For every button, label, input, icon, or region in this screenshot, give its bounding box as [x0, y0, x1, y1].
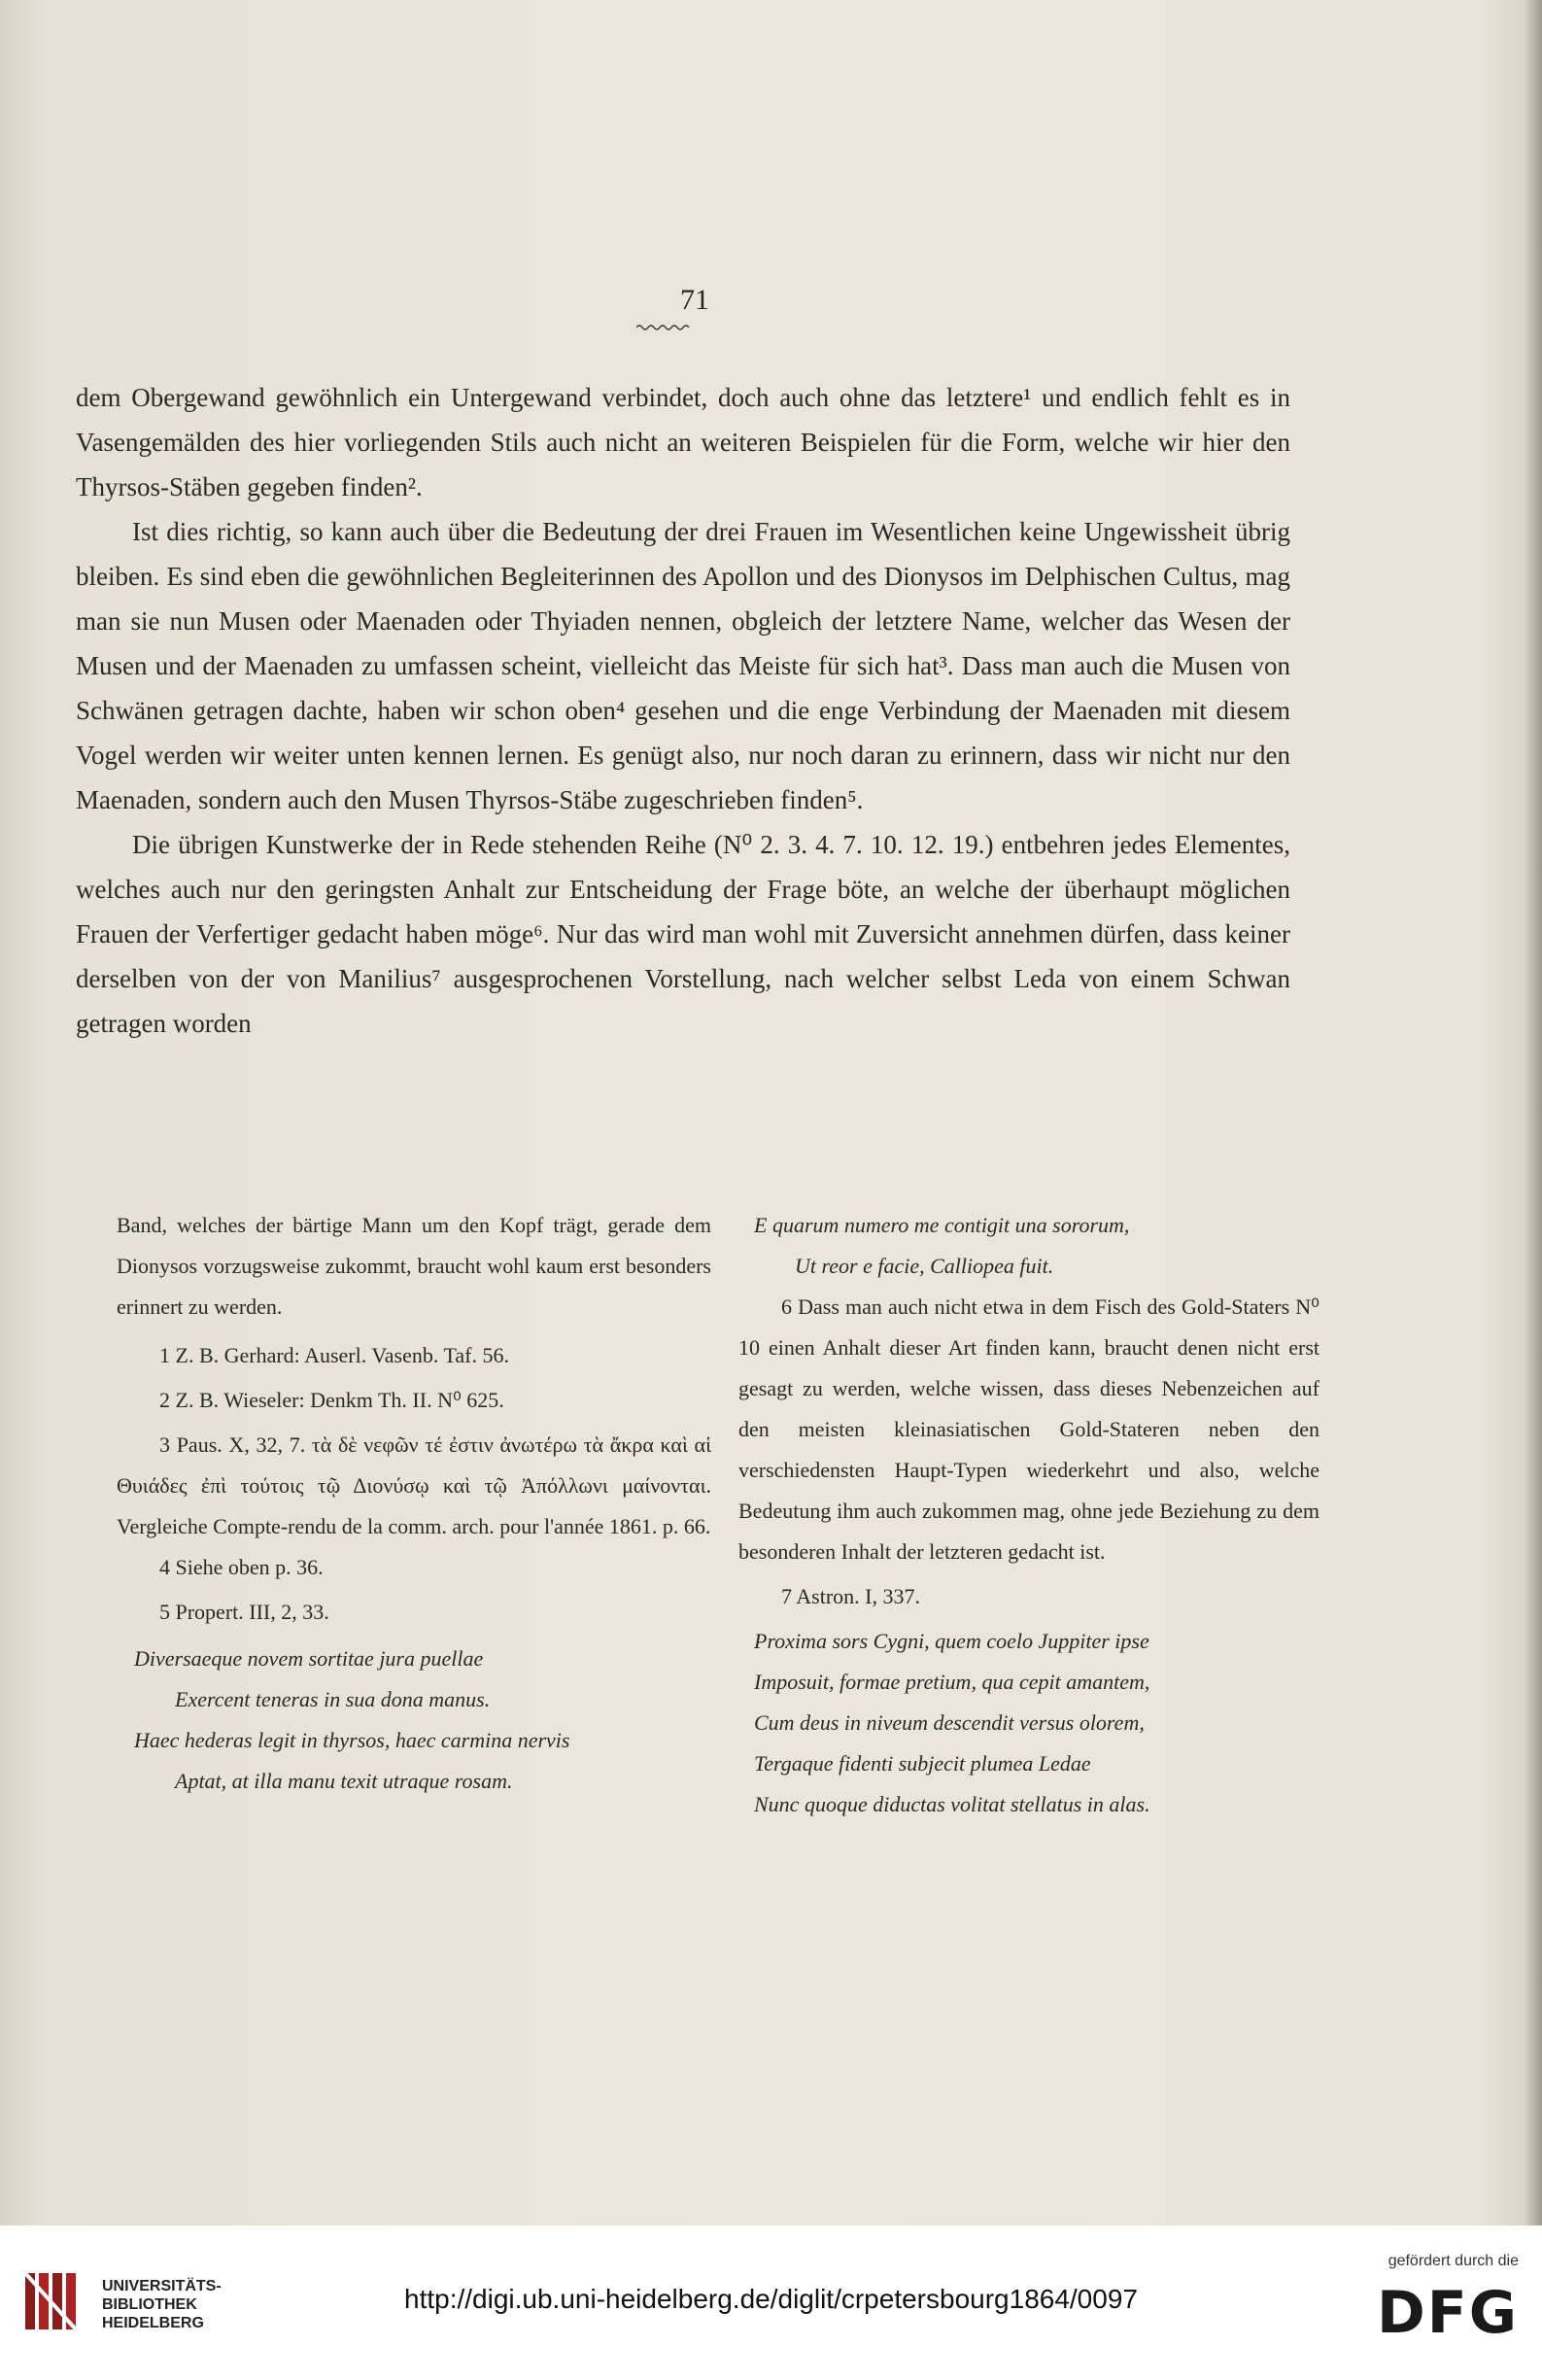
- page-number-ornament: [636, 324, 690, 331]
- footnote-continuation: Band, welches der bärtige Mann um den Kopf trägt, gerade dem Dionysos vorzugsweise zukommt, braucht wohl kaum erst besonders erinnert zu werden.: [117, 1213, 711, 1319]
- permalink-url[interactable]: http://digi.ub.uni-heidelberg.de/diglit/crpetersbourg1864/0097: [404, 2284, 1138, 2314]
- paragraph-3: Die übrigen Kunstwerke der in Rede stehenden Reihe (N⁰ 2. 3. 4. 7. 10. 12. 19.) entbehren jedes Elementes, welches auch nur den geringsten Anhalt zur Entscheidung der Frage böte, an welche der überhaupt möglichen Frauen der Verfertiger gedacht haben möge⁶. Nur das wird man wohl mit Zuversicht annehmen dürfen, dass keiner derselben von der von Manilius⁷ ausgesprochenen Vorstellung, nach welcher selbst Leda von einem Schwan getragen worden: [76, 830, 1290, 1038]
- verse-line: Imposuit, formae pretium, qua cepit amantem,: [754, 1670, 1150, 1694]
- footnote-5: 5 Propert. III, 2, 33.: [159, 1600, 329, 1624]
- dfg-logo[interactable]: DFG: [1376, 2279, 1519, 2347]
- main-body-text: [76, 375, 1290, 1046]
- ovid-verse: [738, 1205, 1319, 1287]
- footnote-6: 6 Dass man auch nicht etwa in dem Fisch des Gold-Staters N⁰ 10 einen Anhalt dieser Art finden kann, braucht denen nicht erst gesagt zu werden, welche wissen, dass dieses Nebenzeichen auf den meisten kleinasiatischen Gold-Stateren neben den verschiedensten Haupt-Typen wiederkehrt und also, welche Bedeutung ihm auch zukommen mag, ohne jede Beziehung zu dem besonderen Inhalt der letzteren gedacht ist.: [738, 1294, 1319, 1564]
- library-name-line: HEIDELBERG: [102, 2315, 204, 2331]
- paragraph-2: Ist dies richtig, so kann auch über die Bedeutung der drei Frauen im Wesentlichen keine Ungewissheit übrig bleiben. Es sind eben die gewöhnlichen Begleiterinnen des Apollon und des Dionysos im Delphischen Cultus, mag man sie nun Musen oder Maenaden oder Thyiaden nennen, obgleich der letztere Name, welcher das Wesen der Musen und der Maenaden zu umfassen scheint, vielleicht das Meiste für sich hat³. Dass man auch die Musen von Schwänen getragen dachte, haben wir schon oben⁴ gesehen und die enge Verbindung der Maenaden mit diesem Vogel werden wir weiter unten kennen lernen. Es genügt also, nur noch daran zu erinnern, dass wir nicht nur den Maenaden, sondern auch den Musen Thyrsos-Stäbe zugeschrieben finden⁵.: [76, 517, 1290, 814]
- verse-line: Haec hederas legit in thyrsos, haec carmina nervis: [134, 1728, 570, 1752]
- footnote-7: 7 Astron. I, 337.: [781, 1584, 920, 1608]
- verse-line: Nunc quoque diductas volitat stellatus in alas.: [754, 1792, 1150, 1816]
- verse-line: Exercent teneras in sua dona manus.: [175, 1687, 491, 1711]
- verse-line: Cum deus in niveum descendit versus olorem,: [754, 1710, 1145, 1735]
- library-name-line: UNIVERSITÄTS-: [102, 2278, 222, 2294]
- page-number: 71: [680, 284, 709, 316]
- page-edge-shadow: [1525, 0, 1542, 2225]
- funding-caption: gefördert durch die: [1388, 2253, 1519, 2269]
- digitization-footer: [0, 2225, 1542, 2380]
- manilius-verse: [738, 1621, 1319, 1825]
- verse-line: Aptat, at illa manu texit utraque rosam.: [175, 1769, 513, 1793]
- library-name-line: BIBLIOTHEK: [102, 2296, 197, 2313]
- footnotes-left-column: [117, 1205, 711, 1802]
- verse-line: Diversaeque novem sortitae jura puellae: [134, 1646, 484, 1671]
- footnotes-right-column: [738, 1205, 1319, 1825]
- verse-line: Proxima sors Cygni, quem coelo Juppiter ipse: [754, 1629, 1149, 1653]
- verse-line: Ut reor e facie, Calliopea fuit.: [795, 1254, 1054, 1278]
- paragraph-1: dem Obergewand gewöhnlich ein Untergewand verbindet, doch auch ohne das letztere¹ und endlich fehlt es in Vasengemälden des hier vorliegenden Stils auch nicht an weiteren Beispielen für die Form, welche wir hier den Thyrsos-Stäben gegeben finden².: [76, 383, 1290, 501]
- verse-line: E quarum numero me contigit una sororum,: [754, 1213, 1130, 1237]
- propertius-verse: [117, 1638, 711, 1802]
- footnote-4: 4 Siehe oben p. 36.: [159, 1555, 324, 1579]
- verse-line: Tergaque fidenti subjecit plumea Ledae: [754, 1751, 1091, 1776]
- footnote-2: 2 Z. B. Wieseler: Denkm Th. II. N⁰ 625.: [159, 1388, 504, 1412]
- footnote-3: 3 Paus. X, 32, 7. τὰ δὲ νεφῶν τέ ἐστιν ἀνωτέρω τὰ ἄκρα καὶ αἱ Θυιάδες ἐπὶ τούτοις τῷ Διονύσῳ καὶ τῷ Ἀπόλλωνι μαίνονται. Vergleiche Compte-rendu de la comm. arch. pour l'année 1861. p. 66.: [117, 1432, 711, 1538]
- footnote-1: 1 Z. B. Gerhard: Auserl. Vasenb. Taf. 56.: [159, 1343, 509, 1367]
